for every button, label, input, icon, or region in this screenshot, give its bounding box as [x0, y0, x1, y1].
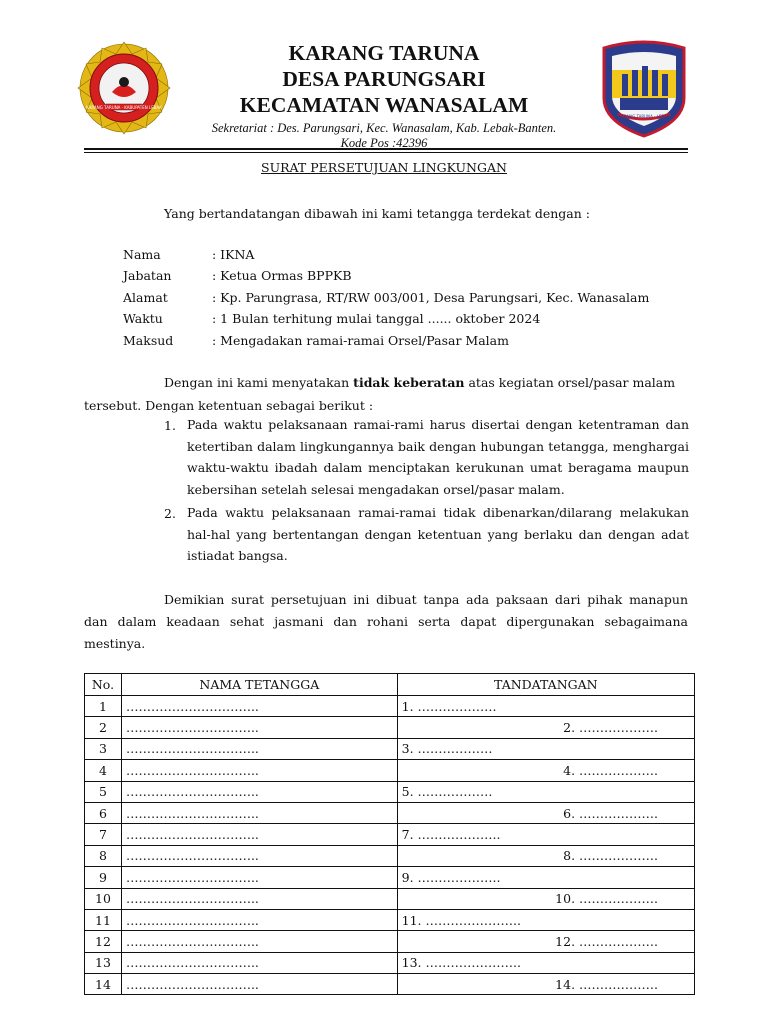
statement-post: atas kegiatan orsel/pasar malam — [464, 375, 676, 390]
condition-1-line: Pada waktu pelaksanaan ramai-rami harus disertai dengan ketentraman dan — [187, 417, 689, 432]
table-row — [85, 802, 695, 823]
table-row — [85, 717, 695, 738]
signature-blank: 5. ……………… — [397, 781, 694, 802]
row-number: 13 — [85, 952, 122, 973]
condition-2-line: istiadat bangsa. — [187, 548, 288, 563]
condition-2-text — [187, 502, 689, 567]
table-row — [85, 781, 695, 802]
condition-2-line: hal-hal yang bertentangan dengan ketentuan yang berlaku dan dengan adat — [187, 526, 689, 542]
table-row — [85, 696, 695, 717]
org-name: KARANG TARUNA — [288, 41, 480, 65]
row-number: 5 — [85, 781, 122, 802]
table-row — [85, 931, 695, 952]
field-label-nama: Nama — [123, 247, 161, 262]
closing-rest — [84, 611, 688, 654]
neighbor-name-blank: ………………………….. — [121, 738, 397, 759]
neighbor-name-blank: ………………………….. — [121, 696, 397, 717]
condition-1-line: ketertiban dalam lingkungannya baik dengan hubungan tetangga, menghargai — [187, 438, 689, 454]
closing-text: Demikian surat persetujuan ini dibuat tanpa ada paksaan dari pihak manapun — [164, 592, 688, 607]
condition-1-line: waktu-waktu ibadah dalam menciptakan kerukunan umat beragama maupun — [187, 460, 689, 475]
header-no: No. — [85, 674, 122, 696]
letter-title: SURAT PERSETUJUAN LINGKUNGAN — [261, 160, 507, 175]
row-number: 11 — [85, 909, 122, 930]
table-row — [85, 974, 695, 995]
header-rule-thick — [84, 148, 688, 150]
signature-blank: 9. ……………….. — [397, 867, 694, 888]
table-row — [85, 845, 695, 866]
field-label-maksud: Maksud — [123, 333, 174, 348]
row-number: 6 — [85, 802, 122, 823]
closing-line-1 — [164, 589, 688, 611]
header-neighbor-name: NAMA TETANGGA — [121, 674, 397, 696]
neighbor-name-blank: ………………………….. — [121, 824, 397, 845]
neighbor-name-blank: ………………………….. — [121, 974, 397, 995]
neighbor-name-blank: ………………………….. — [121, 717, 397, 738]
table-row — [85, 867, 695, 888]
field-value-alamat: : Kp. Parungrasa, RT/RW 003/001, Desa Parungsari, Kec. Wanasalam — [212, 290, 650, 305]
row-number: 9 — [85, 867, 122, 888]
closing-text: mestinya. — [84, 635, 146, 651]
neighbor-name-blank: ………………………….. — [121, 802, 397, 823]
letterhead — [170, 40, 598, 151]
row-number: 10 — [85, 888, 122, 909]
field-label-alamat: Alamat — [123, 290, 168, 305]
row-number: 14 — [85, 974, 122, 995]
row-number: 4 — [85, 760, 122, 781]
table-row — [85, 952, 695, 973]
condition-1-text — [187, 414, 689, 500]
field-value-nama: : IKNA — [212, 247, 255, 262]
closing-text: dan dalam keadaan sehat jasmani dan rohani serta dapat dipergunakan sebagaimana — [84, 614, 688, 629]
signature-blank: 13. ………………….. — [397, 952, 694, 973]
field-label-waktu: Waktu — [123, 311, 163, 326]
village-name: DESA PARUNGSARI — [282, 67, 486, 91]
table-row — [85, 888, 695, 909]
neighbor-name-blank: ………………………….. — [121, 867, 397, 888]
karang-taruna-emblem-logo — [76, 40, 172, 136]
statement-pre: Dengan ini kami menyatakan — [164, 375, 354, 390]
signature-blank: 14. ………………. — [397, 974, 694, 995]
row-number: 7 — [85, 824, 122, 845]
postal-code: Kode Pos :42396 — [340, 136, 428, 150]
signature-blank: 1. ………………. — [397, 696, 694, 717]
row-number: 2 — [85, 717, 122, 738]
signature-blank: 8. ………………. — [397, 845, 694, 866]
signature-blank: 2. ………………. — [397, 717, 694, 738]
condition-2-line: Pada waktu pelaksanaan ramai-ramai tidak dibenarkan/dilarang melakukan — [187, 505, 689, 520]
table-row — [85, 909, 695, 930]
karang-taruna-lebak-shield-logo — [598, 40, 690, 138]
neighbor-name-blank: ………………………….. — [121, 952, 397, 973]
statement-line-1 — [164, 372, 688, 394]
field-value-jabatan: : Ketua Ormas BPPKB — [212, 268, 352, 283]
row-number: 3 — [85, 738, 122, 759]
row-number: 1 — [85, 696, 122, 717]
row-number: 8 — [85, 845, 122, 866]
district-name: KECAMATAN WANASALAM — [239, 93, 529, 117]
table-header-row — [85, 674, 695, 696]
header-rule-thin — [84, 152, 688, 153]
field-value-waktu: : 1 Bulan terhitung mulai tanggal ...... oktober 2024 — [212, 311, 541, 326]
condition-1-line: kebersihan setelah selesai mengadakan orsel/pasar malam. — [187, 481, 565, 497]
field-label-jabatan: Jabatan — [123, 268, 172, 283]
neighbor-name-blank: ………………………….. — [121, 888, 397, 909]
condition-2-number: 2. — [164, 506, 176, 521]
neighbor-name-blank: ………………………….. — [121, 931, 397, 952]
signature-blank: 10. ………………. — [397, 888, 694, 909]
table-row — [85, 760, 695, 781]
neighbor-name-blank: ………………………….. — [121, 845, 397, 866]
intro-text: Yang bertandatangan dibawah ini kami tetangga terdekat dengan : — [164, 206, 590, 221]
field-value-maksud: : Mengadakan ramai-ramai Orsel/Pasar Malam — [212, 333, 509, 348]
secretariat-address: Sekretariat : Des. Parungsari, Kec. Wanasalam, Kab. Lebak-Banten. — [211, 121, 557, 135]
table-row — [85, 738, 695, 759]
neighbor-signature-table — [84, 673, 695, 995]
condition-1-number: 1. — [164, 418, 176, 433]
table-row — [85, 824, 695, 845]
logo-left-lettering: KARANG TARUNA · KABUPATEN LEBAK — [86, 105, 162, 110]
statement-line-2: tersebut. Dengan ketentuan sebagai berikut : — [84, 398, 374, 413]
neighbor-name-blank: ………………………….. — [121, 781, 397, 802]
signature-blank: 6. ………………. — [397, 802, 694, 823]
row-number: 12 — [85, 931, 122, 952]
neighbor-name-blank: ………………………….. — [121, 909, 397, 930]
signature-blank: 4. ………………. — [397, 760, 694, 781]
neighbor-name-blank: ………………………….. — [121, 760, 397, 781]
signature-blank: 11. ………………….. — [397, 909, 694, 930]
signature-blank: 7. ……………….. — [397, 824, 694, 845]
statement-bold: tidak keberatan — [353, 375, 465, 390]
signature-blank: 12. ………………. — [397, 931, 694, 952]
header-signature: TANDATANGAN — [397, 674, 694, 696]
logo-right-lettering: KARANG TARUNA · LEBAK — [618, 114, 670, 119]
signature-blank: 3. ……………… — [397, 738, 694, 759]
